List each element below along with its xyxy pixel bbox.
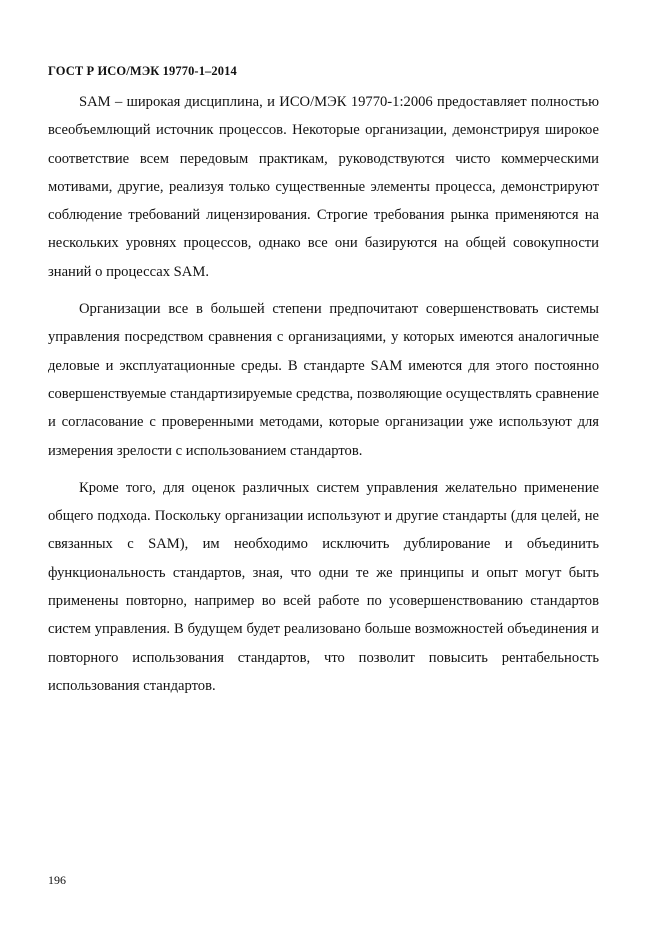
paragraph-sam-discipline: SAM – широкая дисциплина, и ИСО/МЭК 19770-1:2006 предоставляет полностью всеобъемлющий источник процессов. Некоторые организации, демонстрируя широкое соответствие всем передовым практикам, руководствуются чисто коммерческими мотивами, другие, реализуя только существенные элементы процесса, демонстрируют соблюдение требований лицензирования. Строгие требования рынка применяются на нескольких уровнях процессов, однако все они базируются на общей совокупности знаний о процессах SAM. xyxy=(48,94,599,280)
standard-header: ГОСТ Р ИСО/МЭК 19770-1–2014 xyxy=(48,64,237,78)
paragraph-common-approach: Кроме того, для оценок различных систем управления желательно применение общего подхода. Поскольку организации используют и другие стандарты (для целей, не связанных с SAM), им необходимо исключить дублирование и объединить функциональность стандартов, зная, что одни те же принципы и опыт могут быть применены повторно, например во всей работе по усовершенствованию стандартов систем управления. В будущем будет реализовано больше возможностей объединения и повторного использования стандартов, что позволит повысить рентабельность использования стандартов. xyxy=(48,479,599,694)
paragraph-comparison: Организации все в большей степени предпочитают совершенствовать системы управления посредством сравнения с организациями, у которых имеются аналогичные деловые и эксплуатационные среды. В стандарте SAM имеются для этого постоянно совершенствуемые стандартизируемые средства, позволяющие осуществлять сравнение и согласование с проверенными методами, которые организации уже используют для измерения зрелости с использованием стандартов. xyxy=(48,301,599,459)
document-body xyxy=(48,88,599,700)
page-number: 196 xyxy=(48,873,66,887)
